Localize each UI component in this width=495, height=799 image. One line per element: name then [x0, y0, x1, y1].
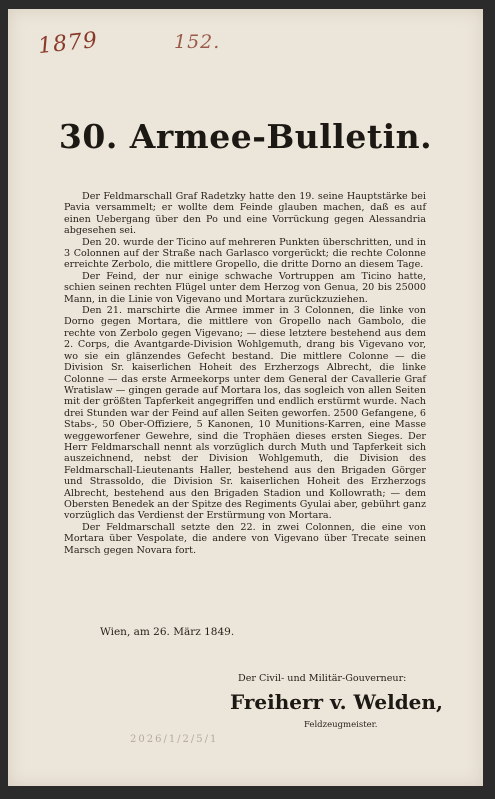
paragraph-4: Den 21. marschirte die Armee immer in 3 Colonnen, die linke von Dorno gegen Mortara, die mittlere von Gropello nach Gambolo, die rechte von Zerbolo gegen Vigevano; — diese letztere bestehend aus dem 2. Corps, die Avantgarde-Division Wohlgemuth, drang bis Vigevano vor, wo sie ein glänzendes Gefecht bestand. Die mittlere Colonne — die Division Sr. kaiserlichen Hoheit des Erzherzogs Albrecht, die linke Colonne — das erste Armeekorps unter dem General der Cavallerie Graf Wratislaw — gingen gerade auf Mortara los, das sogleich von allen Seiten mit der größten Tapferkeit angegriffen und endlich erstürmt wurde. Nach drei Stunden war der Feind auf allen Seiten geworfen. 2500 Gefangene, 6 Stabs-, 50 Ober-Offiziere, 5 Kanonen, 10 Munitions-Karren, eine Masse weggeworfener Gewehre, sind die Trophäen dieses ersten Sieges. Der Herr Feldmarschall nennt als vorzüglich durch Muth und Tapferkeit sich auszeichnend, nebst der Division Wohlgemuth, die Division des Feldmarschall-Lieutenants Haller, bestehend aus den Brigaden Görger und Strassoldo, die Division Sr. kaiserlichen Hoheit des Erzherzogs Albrecht, bestehend aus den Brigaden Stadion und Kollowrath; — dem Obersten Benedek an der Spitze des Regiments Gyulai aber, gebührt ganz vorzüglich das Verdienst der Erstürmung von Mortara. [64, 305, 426, 522]
signer-name: Freiherr v. Welden, [230, 690, 443, 714]
archive-stamp: 2026/1/2/5/1 [130, 734, 219, 745]
handwritten-number-left: 1879 [36, 27, 100, 60]
bulletin-body [64, 191, 426, 556]
handwritten-number-center: 152. [174, 31, 221, 53]
paragraph-5: Der Feldmarschall setzte den 22. in zwei Colonnen, die eine von Mortara über Vespolate, die andere von Vigevano über Trecate seinen Marsch gegen Novara fort. [64, 521, 426, 556]
paragraph-2: Den 20. wurde der Ticino auf mehreren Punkten überschritten, und in 3 Colonnen auf der Straße nach Garlasco vorgerückt; die rechte Colonne erreichte Zerbolo, die mittlere Gropello, die dritte Dorno an diesem Tage. [64, 236, 426, 271]
signer-rank: Feldzeugmeister. [304, 720, 378, 730]
paragraph-3: Der Feind, der nur einige schwache Vortruppen am Ticino hatte, schien seinen rechten Flügel unter dem Herzog von Genua, 20 bis 25000 Mann, in die Linie von Vigevano und Mortara zurückzuziehen. [64, 270, 426, 305]
page-title: 30. Armee-Bulletin. [58, 117, 433, 156]
signer-role: Der Civil- und Militär-Gouverneur: [238, 673, 407, 684]
date-line: Wien, am 26. März 1849. [100, 626, 235, 638]
bulletin-sheet [8, 9, 483, 786]
paragraph-1: Der Feldmarschall Graf Radetzky hatte den 19. seine Hauptstärke bei Pavia versammelt; er wollte dem Feinde glauben machen, daß es auf einen Uebergang über den Po und eine Vorrückung gegen Alessandria abgesehen sei. [64, 191, 426, 237]
